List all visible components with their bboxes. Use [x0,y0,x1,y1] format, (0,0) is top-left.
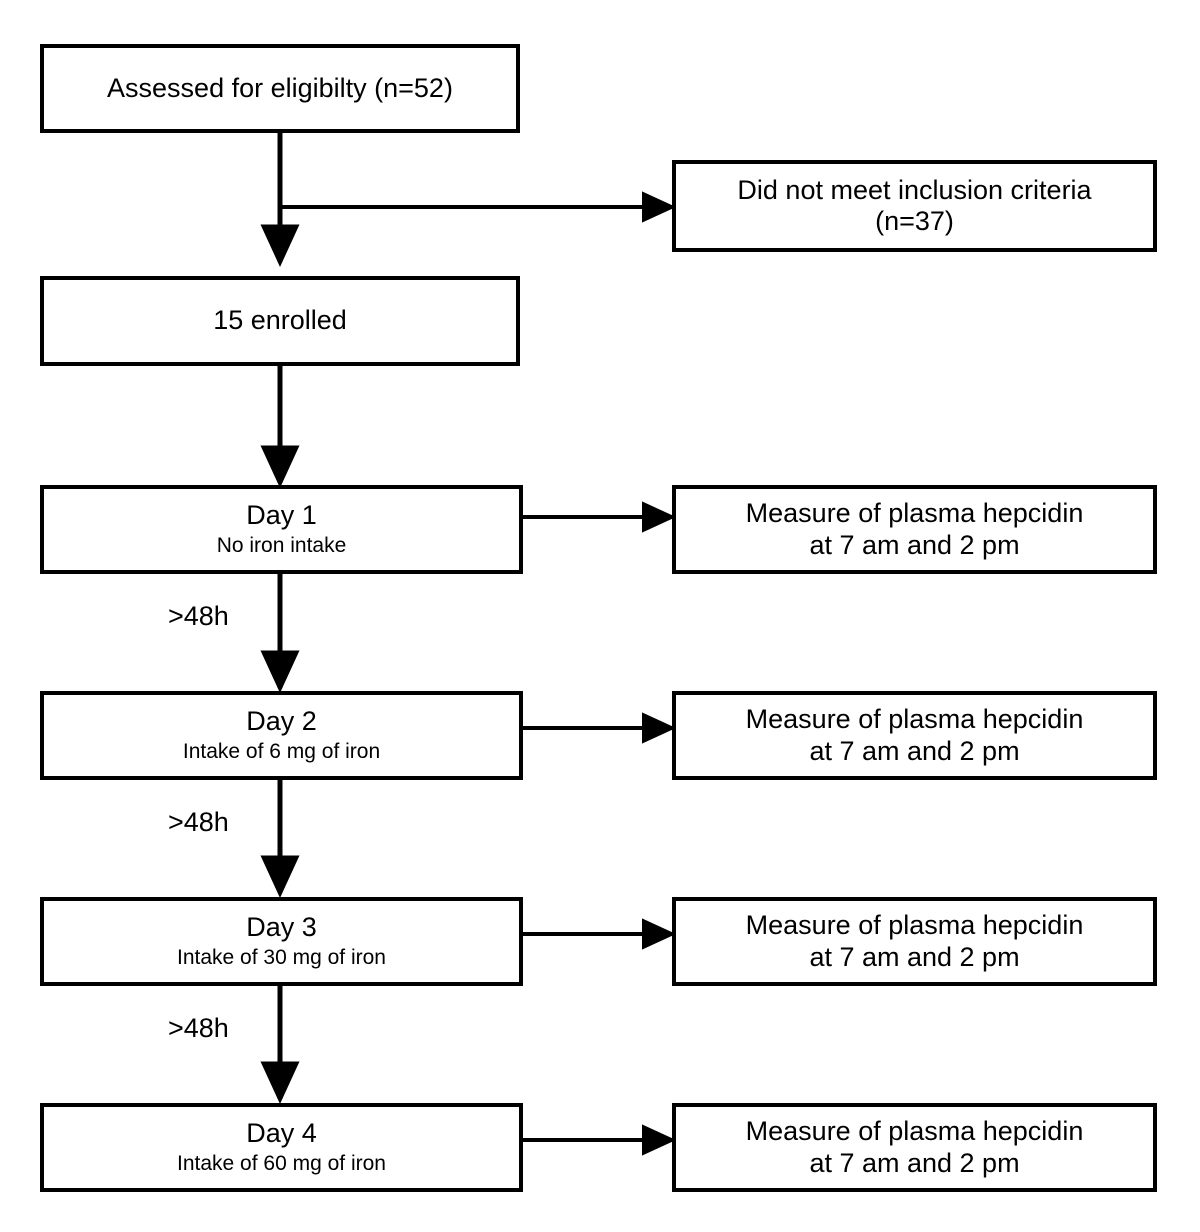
node-did-not-meet-inclusion-criteria [672,160,1157,252]
node-day-2-measure [672,691,1157,780]
node-day-1 [40,485,523,574]
node-day2-measure-line2: at 7 am and 2 pm [809,735,1020,766]
node-day3-measure-line2: at 7 am and 2 pm [809,941,1020,972]
node-assessed-for-eligibility [40,44,520,133]
node-day-4-measure [672,1103,1157,1192]
interval-label-day3-day4: >48h [168,1013,229,1043]
node-day1-measure-line2: at 7 am and 2 pm [809,529,1020,560]
interval-label-day1-day2: >48h [168,601,229,631]
node-enrolled-label: 15 enrolled [213,305,347,336]
node-excluded-label: Did not meet inclusion criteria [737,174,1092,205]
node-day4-measure-line1: Measure of plasma hepcidin [745,1116,1084,1147]
node-day2-measure-line1: Measure of plasma hepcidin [745,704,1084,735]
node-day-2 [40,691,523,780]
node-excluded-count: (n=37) [875,206,954,236]
node-day-3 [40,897,523,986]
node-day3-title: Day 3 [246,912,317,943]
interval-label-day2-day3: >48h [168,807,229,837]
node-day-1-measure [672,485,1157,574]
node-day3-detail: Intake of 30 mg of iron [177,946,386,970]
node-day1-detail: No iron intake [216,534,347,558]
node-day2-title: Day 2 [246,706,317,737]
node-day1-title: Day 1 [246,500,317,531]
node-day4-measure-line2: at 7 am and 2 pm [809,1147,1020,1178]
node-day4-title: Day 4 [246,1118,317,1149]
node-day-4 [40,1103,523,1192]
node-day2-detail: Intake of 6 mg of iron [182,740,381,764]
node-enrolled [40,276,520,366]
node-day4-detail: Intake of 60 mg of iron [177,1152,386,1176]
node-day-3-measure [672,897,1157,986]
node-day1-measure-line1: Measure of plasma hepcidin [745,498,1084,529]
node-day3-measure-line1: Measure of plasma hepcidin [745,910,1084,941]
node-assessed-label: Assessed for eligibilty (n=52) [107,72,453,103]
